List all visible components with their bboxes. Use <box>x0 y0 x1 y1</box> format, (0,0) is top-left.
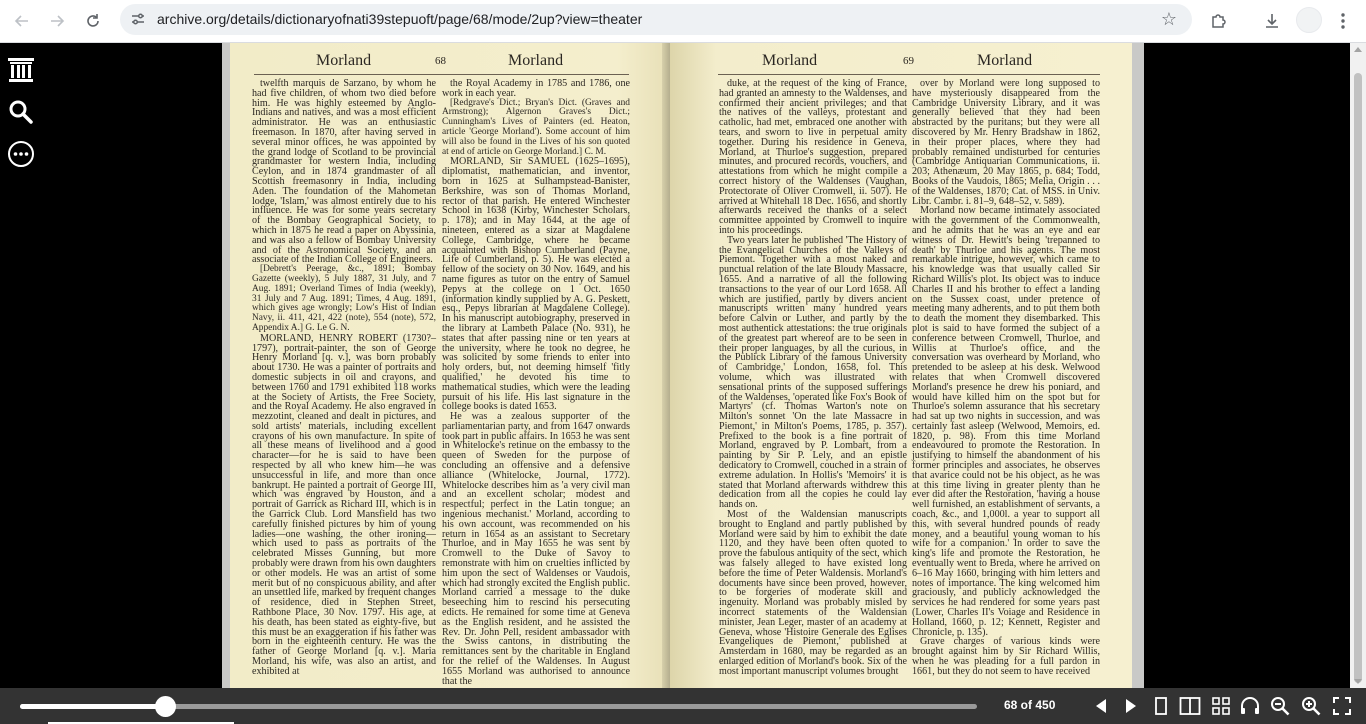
more-options-button[interactable] <box>6 139 36 169</box>
page-number: 68 <box>435 55 446 67</box>
archive-logo-icon <box>7 56 35 84</box>
paragraph: over by Morland were long supposed to have mysteriously disappeared from the Cambridge University Library, and it was generally believed that they had been abstracted by the puritans; but they were all discovered by Mr. Henry Bradshaw in 1862, in their proper places, where they had probably remained undisturbed for centuries (Cambridge Antiquarian Communications, ii. 203; Athenæum, 20 May 1865, p. 684; Todd, Books of the Vaudois, 1865; Melia, Origin . . . of the Waldenses, 1870; Cat. of MSS. in Univ. Libr. Cambr. i. 81–9, 648–52, v. 589). <box>912 78 1100 207</box>
reader-nav-bar <box>0 688 1366 724</box>
running-head-right: Morland <box>977 52 1033 69</box>
paragraph: twelfth marquis de Sarzano, by whom he had five children, of whom two died before him. He was highly esteemed by Anglo-Indians and natives, and was a most efficient administrator. He was an enthusiastic freemason. In 1870, after having served in several minor offices, he was appointed by the grand lodge of Scotland to be provincial grandmaster for western India, including Ceylon, and in 1874 grandmaster of all Scottish freemasonry in India, including Aden. The foundation of the Mahometan lodge, 'Islam,' was almost entirely due to his influence. He was for some years secretary of the Bombay Geographical Society, to which in 1875 he read a paper on Abyssinia, and was also a fellow of Bombay University and of the Astronomical Society, and an associate of the Indian College of Engineers. <box>252 78 436 266</box>
left-page[interactable] <box>230 43 670 688</box>
references: [Redgrave's Dict.; Bryan's Dict. (Graves and Armstrong); Algernon Graves's Dict.; Cunningham's Lives of Painters (ed. Heaton, article 'George Morland'). Some account of him will also be found in the Lives of his son quoted at end of article on George Morland.] C. M. <box>442 97 630 157</box>
paragraph: Most of the Waldensian manuscripts brought to England and partly published by Morland were said by him to exhibit the date 1120, and they have been often quoted to prove the fabulous antiquity of the sect, which was falsely alleged to have existed long before the time of Peter Waldensis. Morland's documents have since been proved, however, to be forgeries of moderate skill and ingenuity. Morland was probably misled by incorrect statements of the Waldensian minister, Jean Leger, master of an academy at Geneva, whose 'Histoire Generale des Eglises Evangeliques de Piemont,' published at Amsterdam in 1680, may be regarded as an enlarged edition of Morland's book. Six of the most important manuscript volumes brought <box>719 509 907 677</box>
reload-button[interactable] <box>78 6 108 36</box>
paragraph: Two years later he published 'The History of the Evangelical Churches of the Valleys of Piemont. Together with a most naked and punctual relation of the late Bloudy Massacre, 1655. And a narrative of all the following transactions to the year of our Lord 1658. All which are justified, partly by divers ancient manuscripts written many hundred years before Calvin or Luther, and partly by the most authentick attestations: the true originals of the greatest part whereof are to be seen in their proper languages, by all the curious, in the Publick Library of the famous University of Cambridge,' London, 1658, fol. This volume, which was illustrated with sensational prints of the supposed sufferings of the Waldenses, 'operated like Fox's Book of Martyrs' (cf. Thomas Warton's note on Milton's sonnet 'On the late Massacre in Piemont,' in Milton's Poems, 1785, p. 357). Prefixed to the book is a fine portrait of Morland, engraved by P. Lombart, from a painting by Sir P. Lely, and an epistle dedicatory to Cromwell, couched in a strain of extreme adulation. In Hollis's 'Memoirs' it is stated that Morland afterwards withdrew this dedication from all the copies he could lay hands on. <box>719 234 907 511</box>
paragraph: He was a zealous supporter of the parliamentarian party, and from 1647 onwards took part in public affairs. In 1653 he was sent in Whitelocke's retinue on the embassy to the queen of Sweden for the purpose of concluding an offensive and a defensive alliance (Whitelocke, Journal, 1772). Whitelocke describes him as 'a very civil man and an excellent scholar; modest and respectful; perfect in the Latin tongue; an ingenious mechanist.' Morland, according to his own account, was recommended on his return in 1654 as an assistant to Secretary Thurloe, and in May 1655 he was sent by Cromwell to the Duke of Savoy to remonstrate with him on cruelties inflicted by him upon the sect of Waldenses or Vaudois, which had strongly excited the English public. Morland carried a message to the duke beseeching him to rescind his persecuting edicts. He remained for some time at Geneva as the English resident, and he assisted the Rev. Dr. John Pell, resident ambassador with the Swiss cantons, in distributing the remittances sent by the charitable in England for the relief of the Waldenses. In August 1655 Morland was authorised to announce that the <box>442 411 630 687</box>
paragraph: the Royal Academy in 1785 and 1786, one work in each year. <box>442 78 630 99</box>
two-page-view-button[interactable] <box>1178 694 1202 718</box>
previous-page-button[interactable] <box>1089 694 1113 718</box>
extensions-button[interactable] <box>1204 6 1234 36</box>
browser-chrome <box>0 0 1366 43</box>
downloads-button[interactable] <box>1257 6 1287 36</box>
zoom-in-icon <box>1301 696 1321 716</box>
two-page-view-icon <box>1179 696 1201 716</box>
paragraph: duke, at the request of the king of France, had granted an amnesty to the Waldenses, and confirmed their ancient privileges; and that the natives of the valleys, protestant and catholic, had met, embraced one another with tears, and sworn to live in perpetual amity together. During his residence in Geneva, Morland, at Thurloe's suggestion, prepared minutes, and procured records, vouchers, and attestations from which he might compile a correct history of the Waldenses (Vaughan, Protectorate of Oliver Cromwell, ii. 507). He arrived at Whitehall 18 Dec. 1656, and shortly afterwards received the thanks of a select committee appointed by Cromwell to inquire into his proceedings. <box>719 78 907 236</box>
arrow-left-icon <box>14 13 30 29</box>
text-column-2 <box>442 79 630 686</box>
puzzle-icon <box>1210 12 1228 30</box>
page-scrollbar[interactable] <box>1350 43 1366 688</box>
scroll-thumb[interactable] <box>1354 73 1362 683</box>
next-page-icon <box>1124 698 1138 714</box>
right-page[interactable] <box>670 43 1132 688</box>
arrow-right-icon <box>49 13 65 29</box>
paragraph: MORLAND, Sir SAMUEL (1625–1695), diplomatist, mathematician, and inventor, born in 1625 at Sulhampstead-Banister, Berkshire, was son of Thomas Morland, rector of that parish. He entered Winchester School in 1638 (Kirby, Winchester Scholars, p. 178); and in May 1644, at the age of nineteen, entered as a sizar at Magdalene College, Cambridge, where he became acquainted with Bishop Cumberland (Payne, Life of Cumberland, p. 5). He was elected a fellow of the society on 30 Nov. 1649, and his name figures as tutor on the entry of Samuel Pepys at the college on 1 Oct. 1650 (information kindly supplied by A. G. Peskett, esq., Pepys librarian at Magdalene College). In his manuscript autobiography, preserved in the library at Lambeth Palace (No. 931), he states that after passing nine or ten years at the university, where he took no degree, he was solicited by some friends to enter into holy orders, but, not deeming himself 'fitly qualified,' he devoted his time to mathematical studies, which were the leading pursuit of his life. His last signature in the college books is dated 1653. <box>442 156 630 413</box>
download-icon <box>1263 12 1281 30</box>
header-rule <box>718 74 1100 75</box>
more-icon <box>7 140 35 168</box>
text-column-1 <box>252 79 436 677</box>
header-rule <box>254 74 629 75</box>
forward-button[interactable] <box>42 6 72 36</box>
read-aloud-button[interactable] <box>1238 694 1262 718</box>
references: [Debrett's Peerage, &c., 1891; Bombay Gazette (weekly), 5 July 1887, 31 July, and 7 Aug. 1891; Overland Times of India (weekly), 31 July and 7 Aug. 1891; Times, 4 Aug. 1891, which gives age wrongly; Low's Hist of Indian Navy, ii. 411, 421, 422 (note), 554 (note), 572, Appendix A.] G. Le G. N. <box>252 264 436 333</box>
fullscreen-button[interactable] <box>1330 694 1354 718</box>
paragraph: Morland now became intimately associated with the government of the Commonwealth, and he admits that he was an eye and ear witness of Dr. Hewitt's being 'trepanned to death' by Thurloe and his agents. The most remarkable intrigue, however, which came to his knowledge was that usually called Sir Richard Willis's plot. Its object was to induce Charles II and his brother to effect a landing on the Sussex coast, under pretence of meeting many adherents, and to put them both to death the moment they disembarked. This plot is said to have formed the subject of a conference between Cromwell, Thurloe, and Willis at Thurloe's office, and the conversation was overheard by Morland, who pretended to be asleep at his desk. Welwood relates that when Cromwell discovered Morland's presence he drew his poniard, and would have killed him on the spot but for Thurloe's solemn assurance that his secretary had sat up two nights in succession, and was certainly fast asleep (Welwood, Memoirs, ed. 1820, p. 98). From this time Morland endeavoured to promote the Restoration. In justifying to himself the abandonment of his former principles and associates, he observes that avarice could not be his object, as he was at this time living in greater plenty than he ever did after the Restoration, 'having a house well furnished, an establishment of servants, a coach, &c., and 1,000l. a year to support all this, with several hundred pounds of ready money, and a beautiful young woman to his wife for a companion.' In order to save the king's life and promote the Restoration, he eventually went to Breda, where he arrived on 6–16 May 1660, bringing with him letters and notes of importance. The king welcomed him graciously, and publicly acknowledged the services he had rendered for some years past (Lower, Charles II's Voiage and Residence in Holland, 1660, p. 12; Kennett, Register and Chronicle, p. 135). <box>912 205 1100 638</box>
search-button[interactable] <box>6 97 36 127</box>
page-count: 68 of 450 <box>1004 698 1056 712</box>
zoom-out-icon <box>1270 696 1290 716</box>
page-slider-handle[interactable] <box>155 696 176 717</box>
paragraph: MORLAND, HENRY ROBERT (1730?–1797), portrait-painter, the son of George Henry Morland [q. v.], was born probably about 1730. He was a painter of portraits and domestic subjects in oil and crayons, and between 1760 and 1791 exhibited 118 works at the Society of Artists, the Free Society, and the Royal Academy. He also engraved in mezzotint, cleaned and dealt in pictures, and sold artists' materials, including excellent crayons of his own manufacture. In spite of all these means of livelihood and a good character—for he is said to have been respected by all who knew him—he was unsuccessful in life, and more than once bankrupt. He painted a portrait of George III, which was engraved by Houston, and a portrait of Garrick as Richard III, which is in the Garrick Club. Lord Mansfield has two carefully finished pictures by him of young ladies—one washing, the other ironing—which used to pass as portraits of the celebrated Misses Gunning, but more probably were drawn from his own daughters or other models. He was an artist of some merit but of no conspicuous ability, and after an unsettled life, marked by frequent changes of residence, died in Stephen Street, Rathbone Place, 30 Nov. 1797. His age, at his death, has been stated as eighty-five, but this must be an exaggeration if his father was born in the eighteenth century. He was the father of George Morland [q. v.]. Maria Morland, his wife, was also an artist, and exhibited at <box>252 332 436 677</box>
scroll-up-arrow-icon[interactable] <box>1354 47 1362 52</box>
running-head-left: Morland <box>316 52 372 69</box>
star-icon[interactable]: ☆ <box>1160 9 1177 29</box>
scroll-down-arrow-icon[interactable] <box>1354 679 1362 684</box>
browser-menu-button[interactable] <box>1328 6 1358 36</box>
thumbnail-view-icon <box>1211 696 1231 716</box>
kebab-icon <box>1340 12 1346 30</box>
text-column-1 <box>719 79 907 677</box>
archive-home-button[interactable] <box>6 55 36 85</box>
paragraph: Grave charges of various kinds were brought against him by Sir Richard Willis, when he was pleading for a full pardon in 1661, but they do not seem to have received <box>912 636 1100 677</box>
profile-avatar[interactable] <box>1296 7 1322 33</box>
page-number: 69 <box>903 55 914 67</box>
next-page-button[interactable] <box>1119 694 1143 718</box>
page-slider-fill <box>20 704 165 709</box>
one-page-view-button[interactable] <box>1149 694 1173 718</box>
one-page-view-icon <box>1154 696 1168 716</box>
running-head-right: Morland <box>508 52 564 69</box>
search-icon <box>8 99 34 125</box>
fullscreen-icon <box>1332 696 1352 716</box>
reload-icon <box>85 13 101 29</box>
running-head-left: Morland <box>762 52 818 69</box>
thumbnail-view-button[interactable] <box>1209 694 1233 718</box>
headphones-icon <box>1239 696 1261 716</box>
back-button[interactable] <box>7 6 37 36</box>
address-bar[interactable] <box>120 4 1192 35</box>
text-column-2 <box>912 79 1100 677</box>
book-reader[interactable] <box>222 43 1144 688</box>
zoom-in-button[interactable] <box>1299 694 1323 718</box>
tune-icon[interactable] <box>130 11 146 27</box>
url-text[interactable]: archive.org/details/dictionaryofnati39stepuoft/page/68/mode/2up?view=theater <box>157 11 643 27</box>
prev-page-icon <box>1094 698 1108 714</box>
zoom-out-button[interactable] <box>1268 694 1292 718</box>
